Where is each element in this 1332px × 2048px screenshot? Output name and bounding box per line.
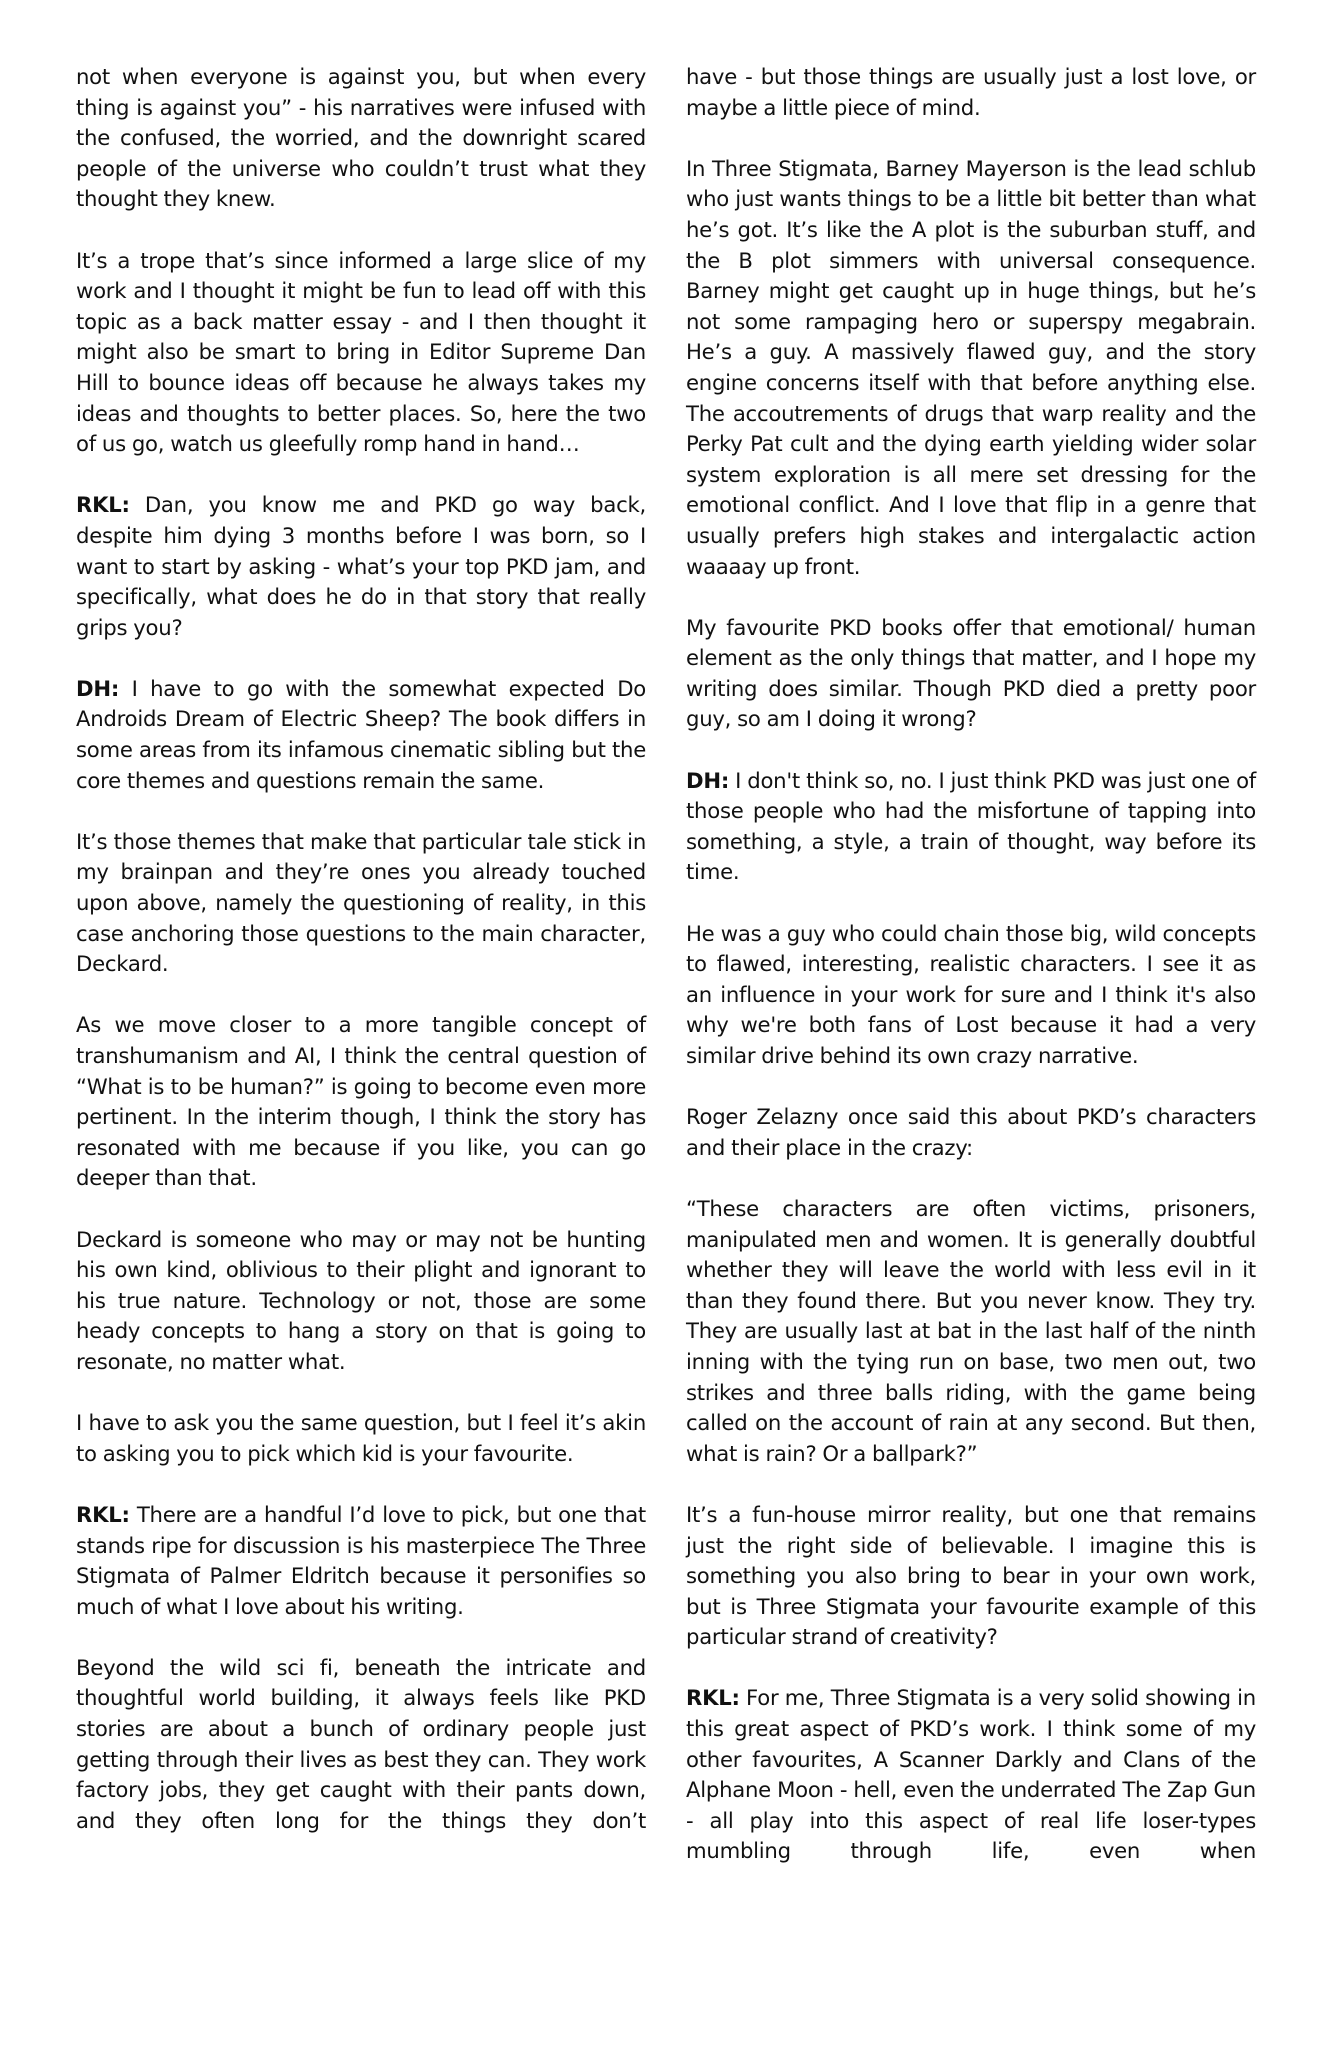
paragraph [686, 919, 1256, 1072]
paragraph [76, 827, 646, 980]
speaker-label: DH: [686, 767, 730, 793]
speaker-label: RKL: [76, 492, 130, 518]
quotation-paragraph [686, 1194, 1256, 1469]
speaker-label: RKL: [686, 1685, 740, 1711]
left-column [76, 62, 646, 1898]
speaker-label: RKL: [76, 1501, 130, 1527]
paragraph-text: have - but those things are usually just a lost love, or maybe a little piece of mind. [686, 64, 1256, 120]
paragraph-text: He was a guy who could chain those big, wild concepts to flawed, interesting, realistic characters. I see it as an influence in your work for sure and I think it's also why we're both fans of Lost because it had a very similar drive behind its own crazy narrative. [686, 920, 1256, 1068]
paragraph-text: Dan, you know me and PKD go way back, despite him dying 3 months before I was born, so I want to start by asking - what’s your top PKD jam, and specifically, what does he do in that story that really grips you? [76, 492, 646, 640]
paragraph-text: It’s a fun-house mirror reality, but one that remains just the right side of believable. I imagine this is something you also bring to bear in your own work, but is Three Stigmata your favourite example of this particular strand of creativity? [686, 1501, 1256, 1650]
paragraph [76, 1010, 646, 1194]
paragraph-text: “These characters are often victims, prisoners, manipulated men and women. It is generally doubtful whether they will leave the world with less evil in it than they found there. But you never know. They try. They are usually last at bat in the last half of the ninth inning with the tying run on base, two men out, two strikes and three balls riding, with the game being called on the account of rain at any second. But then, what is rain? Or a ballpark?” [686, 1195, 1256, 1466]
paragraph [76, 1500, 646, 1622]
paragraph [76, 62, 646, 215]
paragraph [76, 490, 646, 643]
paragraph-text: Deckard is someone who may or may not be hunting his own kind, oblivious to their plight and ignorant to his true nature. Technology or not, those are some heady concepts to hang a story on that is going to resonate, no matter what. [76, 1226, 646, 1374]
paragraph [686, 1683, 1256, 1867]
paragraph [76, 1225, 646, 1378]
paragraph-text: Roger Zelazny once said this about PKD’s characters and their place in the crazy: [686, 1104, 1256, 1160]
paragraph [686, 154, 1256, 582]
paragraph [76, 1653, 646, 1837]
paragraph [76, 674, 646, 796]
paragraph [686, 613, 1256, 735]
paragraph-text: not when everyone is against you, but when every thing is against you” - his narratives were infused with the confused, the worried, and the downright scared people of the universe who couldn’t trust what they thought they knew. [76, 64, 646, 212]
paragraph-text: In Three Stigmata, Barney Mayerson is the lead schlub who just wants things to be a little bit better than what he’s got. It’s like the A plot is the suburban stuff, and the B plot simmers with universal consequence. Barney might get caught up in huge things, but he’s not some rampaging hero or superspy megabrain. He’s a guy. A massively flawed guy, and the story engine concerns itself with that before anything else. The accoutrements of drugs that warp reality and the Perky Pat cult and the dying earth yielding wider solar system exploration is all mere set dressing for the emotional conflict. And I love that flip in a genre that usually prefers high stakes and intergalactic action waaaay up front. [686, 155, 1256, 579]
paragraph-text: Beyond the wild sci fi, beneath the intricate and thoughtful world building, it always feels like PKD stories are about a bunch of ordinary people just getting through their lives as best they can. They work factory jobs, they get caught with their pants down, and they often long for the things they don’t [76, 1654, 646, 1833]
paragraph [76, 1408, 646, 1469]
paragraph-text: I have to ask you the same question, but I feel it’s akin to asking you to pick which kid is your favourite. [76, 1410, 646, 1466]
paragraph-text: As we move closer to a more tangible concept of transhumanism and AI, I think the central question of “What is to be human?” is going to become even more pertinent. In the interim though, I think the story has resonated with me because if you like, you can go deeper than that. [76, 1012, 646, 1191]
right-column [686, 62, 1256, 1898]
paragraph-text: It’s those themes that make that particular tale stick in my brainpan and they’re ones you already touched upon above, namely the questioning of reality, in this case anchoring those questions to the main character, Deckard. [76, 828, 646, 977]
paragraph-text: I don't think so, no. I just think PKD was just one of those people who had the misfortune of tapping into something, a style, a train of thought, way before its time. [686, 767, 1256, 885]
article-page [76, 62, 1256, 1898]
paragraph-text: There are a handful I’d love to pick, but one that stands ripe for discussion is his masterpiece The Three Stigmata of Palmer Eldritch because it personifies so much of what I love about his writing. [76, 1501, 646, 1619]
paragraph [686, 62, 1256, 123]
paragraph [686, 1102, 1256, 1163]
speaker-label: DH: [76, 675, 120, 701]
paragraph-text: It’s a trope that’s since informed a large slice of my work and I thought it might be fun to lead off with this topic as a back matter essay - and I then thought it might also be smart to bring in Editor Supreme Dan Hill to bounce ideas off because he always takes my ideas and thoughts to better places. So, here the two of us go, watch us gleefully romp hand in hand… [76, 247, 646, 457]
paragraph [686, 766, 1256, 888]
paragraph [76, 246, 646, 460]
paragraph-text: I have to go with the somewhat expected Do Androids Dream of Electric Sheep? The book differs in some areas from its infamous cinematic sibling but the core themes and questions remain the same. [76, 675, 646, 793]
paragraph-text: For me, Three Stigmata is a very solid showing in this great aspect of PKD’s work. I think some of my other favourites, A Scanner Darkly and Clans of the Alphane Moon - hell, even the underrated The Zap Gun - all play into this aspect of real life loser-types mumbling through life, even when [686, 1685, 1256, 1864]
paragraph [686, 1500, 1256, 1653]
paragraph-text: My favourite PKD books offer that emotional/ human element as the only things that matter, and I hope my writing does similar. Though PKD died a pretty poor guy, so am I doing it wrong? [686, 614, 1256, 732]
